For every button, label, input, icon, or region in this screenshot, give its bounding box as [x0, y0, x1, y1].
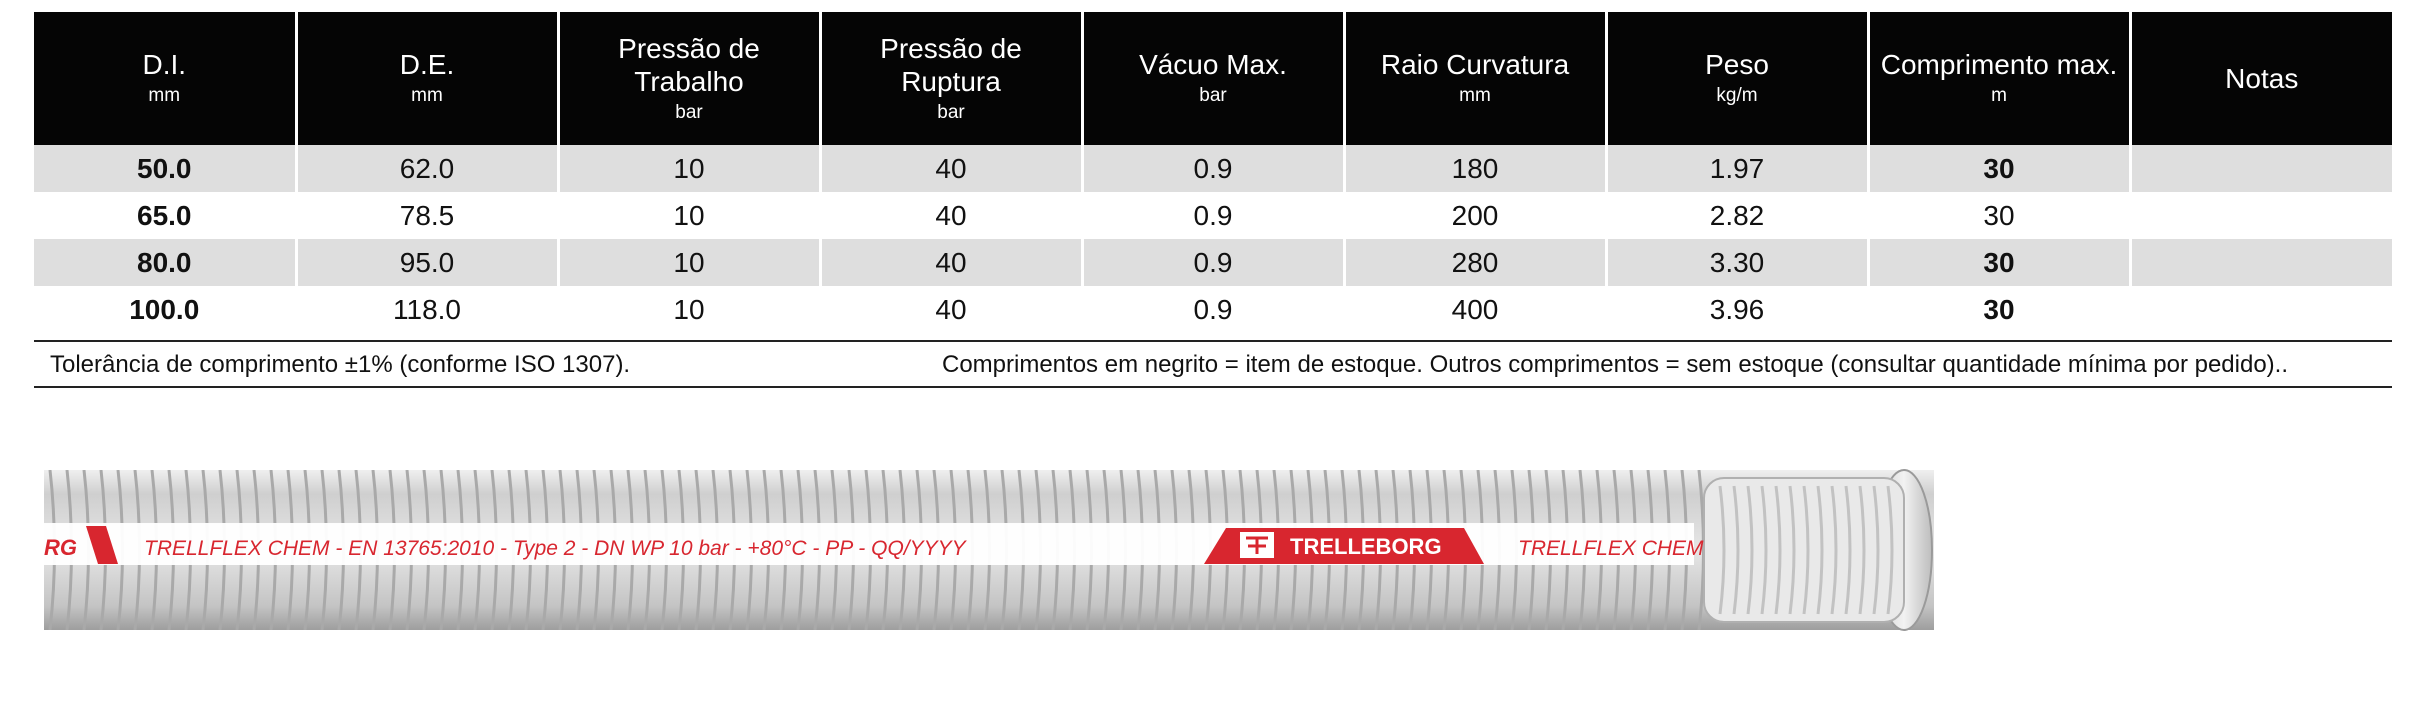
table-row [34, 239, 2392, 286]
table-cell: 0.9 [1082, 192, 1344, 239]
column-header-5 [1344, 12, 1606, 145]
column-header-unit: mm [148, 85, 181, 106]
table-cell: 1.97 [1606, 145, 1868, 192]
table-row [34, 286, 2392, 333]
table-cell [2130, 239, 2392, 286]
hose-illustration [44, 460, 1974, 640]
spec-table [34, 12, 2392, 333]
hose-print-main: TRELLFLEX CHEM - EN 13765:2010 - Type 2 - DN WP 10 bar - +80°C - PP - QQ/YYYY [144, 537, 966, 560]
table-cell: 62.0 [296, 145, 558, 192]
column-header-6 [1606, 12, 1868, 145]
table-cell: 3.96 [1606, 286, 1868, 333]
table-cell: 10 [558, 286, 820, 333]
table-body [34, 145, 2392, 333]
column-header-unit: bar [937, 101, 965, 123]
table-cell: 400 [1344, 286, 1606, 333]
column-header-label: Vácuo Max. [1139, 49, 1287, 80]
table-cell: 3.30 [1606, 239, 1868, 286]
column-header-unit: bar [675, 101, 703, 123]
hose-print-tail: TRELLFLEX CHEM [1518, 537, 1704, 560]
table-cell: 10 [558, 239, 820, 286]
column-header-1 [296, 12, 558, 145]
column-header-2 [558, 12, 820, 145]
column-header-label: Notas [2225, 63, 2299, 94]
table-header-row [34, 12, 2392, 145]
table-cell [2130, 192, 2392, 239]
column-header-7 [1868, 12, 2130, 145]
table-row [34, 192, 2392, 239]
column-header-label: Raio Curvatura [1380, 49, 1570, 80]
table-cell: 0.9 [1082, 239, 1344, 286]
table-cell: 0.9 [1082, 145, 1344, 192]
table-cell: 200 [1344, 192, 1606, 239]
table-row [34, 145, 2392, 192]
column-header-3 [820, 12, 1082, 145]
column-header-unit: kg/m [1716, 85, 1758, 106]
table-cell: 10 [558, 192, 820, 239]
table-cell: 2.82 [1606, 192, 1868, 239]
column-header-label: Pressão de Ruptura [880, 32, 1022, 97]
table-cell: 80.0 [34, 239, 296, 286]
column-header-label: D.E. [399, 49, 455, 80]
column-header-unit: bar [1199, 85, 1227, 106]
notes-bar [34, 340, 2392, 388]
column-header-label: D.I. [142, 49, 187, 80]
table-cell: 40 [820, 192, 1082, 239]
table-cell: 180 [1344, 145, 1606, 192]
hose-print-fragment: RG [44, 535, 77, 560]
table-cell: 40 [820, 286, 1082, 333]
column-header-unit: mm [1459, 85, 1491, 106]
table-cell: 95.0 [296, 239, 558, 286]
tolerance-note: Tolerância de comprimento ±1% (conforme ISO 1307). [50, 351, 631, 378]
column-header-8 [2130, 12, 2392, 145]
table-cell: 65.0 [34, 192, 296, 239]
table-cell: 30 [1868, 145, 2130, 192]
table-cell: 40 [820, 145, 1082, 192]
table-cell: 50.0 [34, 145, 296, 192]
table-cell: 30 [1868, 286, 2130, 333]
column-header-unit: m [1991, 85, 2007, 106]
table-cell: 78.5 [296, 192, 558, 239]
column-header-0 [34, 12, 296, 145]
column-header-label: Peso [1705, 49, 1769, 80]
table-cell: 100.0 [34, 286, 296, 333]
table-cell: 0.9 [1082, 286, 1344, 333]
table-cell: 30 [1868, 239, 2130, 286]
stock-note: Comprimentos em negrito = item de estoque. Outros comprimentos = sem estoque (consultar quantidade mínima por pedido).. [942, 351, 2289, 378]
brand-name: TRELLEBORG [1290, 534, 1442, 559]
column-header-label: Pressão de Trabalho [618, 32, 760, 97]
table-cell: 280 [1344, 239, 1606, 286]
table-cell [2130, 145, 2392, 192]
column-header-label: Comprimento max. [1880, 49, 2118, 80]
table-cell: 30 [1868, 192, 2130, 239]
column-header-unit: mm [411, 85, 443, 106]
table-cell: 118.0 [296, 286, 558, 333]
table-cell: 10 [558, 145, 820, 192]
table-cell: 40 [820, 239, 1082, 286]
column-header-4 [1082, 12, 1344, 145]
table-cell [2130, 286, 2392, 333]
hose-image [44, 460, 1974, 640]
